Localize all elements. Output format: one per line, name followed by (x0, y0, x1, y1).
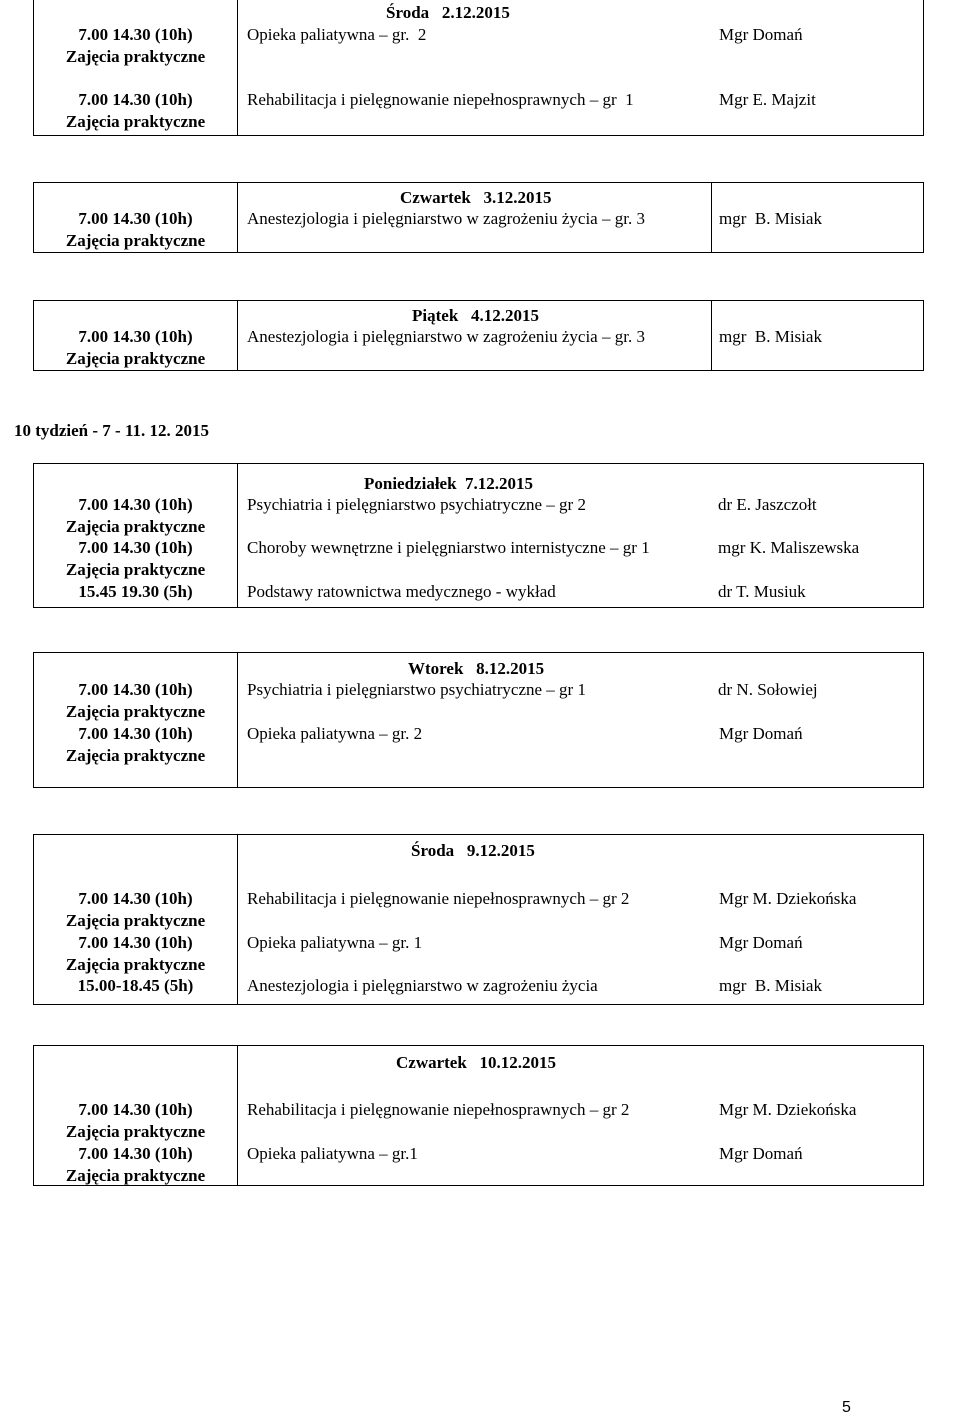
teacher: Mgr Domań (719, 933, 803, 952)
teacher: dr T. Musiuk (718, 582, 806, 601)
class-type: Zajęcia praktyczne (65, 231, 206, 250)
class-type: Zajęcia praktyczne (65, 517, 206, 536)
time-range: 7.00 14.30 (10h) (78, 538, 193, 557)
schedule-table-wed-2-12 (33, 0, 924, 136)
time-range: 7.00 14.30 (10h) (78, 889, 193, 908)
schedule-table-tue-8-12 (33, 652, 924, 788)
time-range: 7.00 14.30 (10h) (78, 495, 193, 514)
time-cell (34, 494, 237, 538)
time-cell (34, 888, 237, 932)
time-range: 15.00-18.45 (5h) (77, 976, 194, 995)
class-type: Zajęcia praktyczne (65, 702, 206, 721)
time-range: 7.00 14.30 (10h) (78, 680, 193, 699)
subject: Opieka paliatywna – gr. 1 (247, 933, 423, 952)
time-cell (34, 89, 237, 133)
time-range: 7.00 14.30 (10h) (78, 933, 193, 952)
teacher: Mgr Domań (719, 1144, 803, 1163)
teacher: Mgr Domań (719, 25, 803, 44)
teacher: dr E. Jaszczołt (718, 495, 817, 514)
week-heading: 10 tydzień - 7 - 11. 12. 2015 (14, 421, 210, 440)
subject: Anestezjologia i pielęgniarstwo w zagrożeniu życia – gr. 3 (247, 327, 645, 346)
class-type: Zajęcia praktyczne (65, 47, 206, 66)
time-range: 7.00 14.30 (10h) (78, 209, 193, 228)
teacher: mgr B. Misiak (719, 327, 822, 346)
teacher: Mgr M. Dziekońska (719, 889, 857, 908)
time-range: 7.00 14.30 (10h) (78, 327, 193, 346)
day-heading: Środa 2.12.2015 (386, 3, 510, 22)
day-heading: Piątek 4.12.2015 (412, 306, 540, 325)
time-cell (34, 581, 237, 603)
time-range: 7.00 14.30 (10h) (78, 25, 193, 44)
day-heading: Czwartek 3.12.2015 (400, 188, 552, 207)
time-range: 7.00 14.30 (10h) (78, 1144, 193, 1163)
time-cell (34, 679, 237, 723)
page-number: 5 (842, 1399, 851, 1416)
class-type: Zajęcia praktyczne (65, 112, 206, 131)
time-cell (34, 932, 237, 976)
subject: Podstawy ratownictwa medycznego - wykład (247, 582, 556, 601)
teacher: Mgr M. Dziekońska (719, 1100, 857, 1119)
subject: Choroby wewnętrzne i pielęgniarstwo internistyczne – gr 1 (247, 538, 650, 557)
schedule-table-thu-3-12 (33, 182, 924, 253)
schedule-table-wed-9-12 (33, 834, 924, 1005)
subject: Psychiatria i pielęgniarstwo psychiatryczne – gr 1 (247, 680, 586, 699)
time-cell (34, 24, 237, 68)
time-cell (34, 537, 237, 581)
class-type: Zajęcia praktyczne (65, 1122, 206, 1141)
teacher: mgr B. Misiak (719, 976, 822, 995)
day-heading: Środa 9.12.2015 (411, 841, 535, 860)
time-cell (34, 1099, 237, 1143)
time-range: 7.00 14.30 (10h) (78, 1100, 193, 1119)
time-cell (34, 1143, 237, 1187)
day-heading: Wtorek 8.12.2015 (408, 659, 545, 678)
schedule-table-thu-10-12 (33, 1045, 924, 1186)
subject: Opieka paliatywna – gr. 2 (247, 25, 427, 44)
class-type: Zajęcia praktyczne (65, 1166, 206, 1185)
time-range: 7.00 14.30 (10h) (78, 724, 193, 743)
teacher: dr N. Sołowiej (718, 680, 818, 699)
teacher: Mgr E. Majzit (719, 90, 816, 109)
class-type: Zajęcia praktyczne (65, 560, 206, 579)
class-type: Zajęcia praktyczne (65, 746, 206, 765)
subject: Psychiatria i pielęgniarstwo psychiatryczne – gr 2 (247, 495, 586, 514)
subject: Anestezjologia i pielęgniarstwo w zagrożeniu życia (247, 976, 598, 995)
time-cell (34, 975, 237, 997)
time-range: 7.00 14.30 (10h) (78, 90, 193, 109)
time-cell (34, 723, 237, 767)
day-heading: Czwartek 10.12.2015 (396, 1053, 557, 1072)
subject: Anestezjologia i pielęgniarstwo w zagrożeniu życia – gr. 3 (247, 209, 645, 228)
time-range: 15.45 19.30 (5h) (78, 582, 193, 601)
class-type: Zajęcia praktyczne (65, 911, 206, 930)
teacher: mgr K. Maliszewska (718, 538, 860, 557)
schedule-table-fri-4-12 (33, 300, 924, 371)
teacher: Mgr Domań (719, 724, 803, 743)
class-type: Zajęcia praktyczne (65, 955, 206, 974)
subject: Rehabilitacja i pielęgnowanie niepełnosprawnych – gr 2 (247, 889, 630, 908)
subject: Rehabilitacja i pielęgnowanie niepełnosprawnych – gr 1 (247, 90, 634, 109)
subject: Opieka paliatywna – gr.1 (247, 1144, 418, 1163)
subject: Opieka paliatywna – gr. 2 (247, 724, 423, 743)
day-heading: Poniedziałek 7.12.2015 (364, 474, 534, 493)
teacher: mgr B. Misiak (719, 209, 822, 228)
schedule-table-mon-7-12 (33, 463, 924, 608)
time-cell (34, 326, 237, 370)
time-cell (34, 208, 237, 252)
class-type: Zajęcia praktyczne (65, 349, 206, 368)
subject: Rehabilitacja i pielęgnowanie niepełnosprawnych – gr 2 (247, 1100, 630, 1119)
